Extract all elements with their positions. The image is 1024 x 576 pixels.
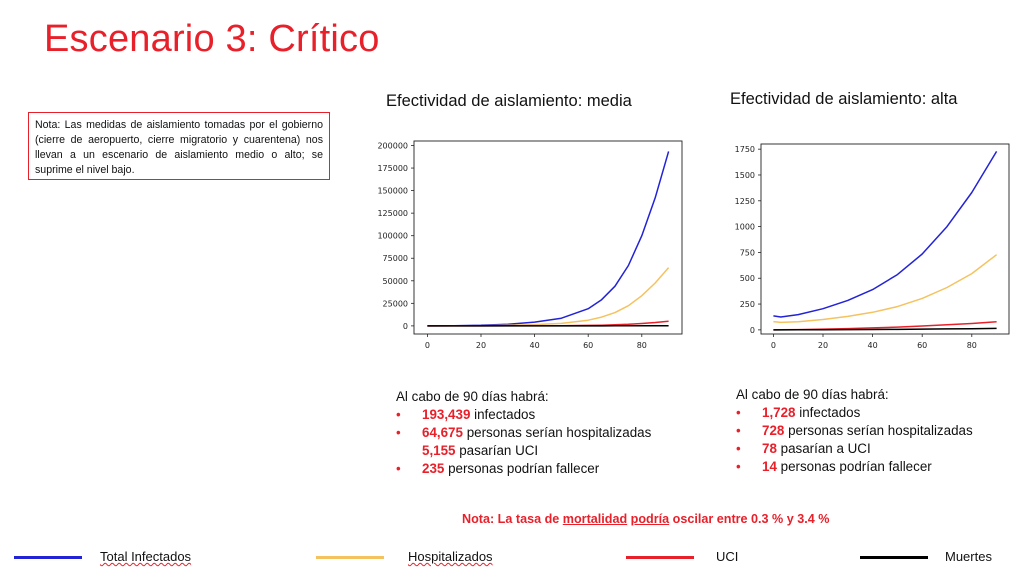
mortality-note-post: oscilar entre 0.3 % y 3.4 % (669, 512, 830, 526)
x-tick-label: 60 (583, 341, 594, 350)
summary-number: 235 (422, 461, 445, 476)
mortality-note-word: podría (630, 512, 670, 526)
legend-line-hospitalizados (316, 556, 384, 559)
x-tick-label: 0 (424, 341, 430, 350)
y-tick-label: 25000 (382, 299, 408, 309)
x-tick-label: 40 (529, 341, 540, 350)
summary-heading: Al cabo de 90 días habrá: (736, 387, 889, 402)
legend-label-infectados: Total Infectados (100, 549, 192, 564)
y-tick-label: 250 (739, 300, 755, 310)
x-tick-label: 0 (770, 341, 776, 350)
summary-list (396, 406, 651, 478)
summary-text: pasarían a UCI (776, 441, 871, 456)
summary-number: 193,439 (422, 407, 471, 422)
summary-media (396, 388, 651, 478)
x-tick-label: 40 (867, 341, 878, 350)
summary-text: personas podrían fallecer (444, 461, 600, 476)
y-tick-label: 50000 (382, 276, 408, 286)
summary-text: personas serían hospitalizadas (462, 425, 652, 440)
summary-item (736, 458, 973, 476)
x-tick-label: 20 (817, 341, 829, 350)
x-tick-label: 60 (917, 341, 928, 350)
chart-title-alta: Efectividad de aislamiento: alta (730, 90, 958, 108)
isolation-note: Nota: Las medidas de aislamiento tomadas por el gobierno (cierre de aeropuerto, cierre migratorio y cuarentena) nos llevan a un escenario de aislamiento medio o alto; se suprime el nivel bajo. (28, 112, 330, 180)
legend-line-muertes (860, 556, 928, 559)
x-tick-label: 80 (966, 341, 977, 350)
summary-item (736, 440, 973, 458)
y-tick-label: 750 (739, 248, 755, 258)
summary-text: personas serían hospitalizadas (784, 423, 973, 438)
legend-line-infectados (14, 556, 82, 559)
chart-alta (715, 138, 1015, 360)
mortality-note (462, 512, 829, 526)
summary-item (396, 460, 651, 478)
y-tick-label: 100000 (377, 231, 408, 241)
y-tick-label: 0 (749, 325, 755, 335)
summary-heading: Al cabo de 90 días habrá: (396, 389, 549, 404)
summary-list (736, 404, 973, 476)
y-tick-label: 1000 (734, 222, 755, 232)
y-tick-label: 1500 (734, 170, 755, 180)
summary-text: infectados (470, 407, 536, 422)
chart-title-media: Efectividad de aislamiento: media (386, 92, 632, 110)
summary-number: 728 (762, 423, 785, 438)
legend-label-muertes: Muertes (945, 549, 992, 564)
y-tick-label: 200000 (377, 141, 408, 151)
summary-number: 78 (762, 441, 777, 456)
summary-text: infectados (795, 405, 861, 420)
summary-alta (736, 386, 973, 476)
summary-text: personas podrían fallecer (776, 459, 932, 474)
summary-number: 1,728 (762, 405, 796, 420)
summary-item (736, 404, 973, 422)
x-tick-label: 80 (636, 341, 647, 350)
y-tick-label: 1250 (734, 196, 755, 206)
x-tick-label: 20 (475, 341, 487, 350)
legend-label-hospitalizados: Hospitalizados (408, 549, 493, 564)
chart-media (368, 135, 688, 360)
summary-number: 14 (762, 459, 777, 474)
summary-text: pasarían UCI (455, 443, 539, 458)
y-tick-label: 500 (739, 274, 755, 284)
y-tick-label: 175000 (377, 164, 408, 174)
legend-line-uci (626, 556, 694, 559)
slide-title: Escenario 3: Crítico (44, 18, 380, 60)
summary-number: 5,155 (422, 443, 456, 458)
summary-item (396, 406, 651, 424)
y-tick-label: 75000 (382, 254, 408, 264)
y-tick-label: 0 (402, 321, 408, 331)
summary-number: 64,675 (422, 425, 463, 440)
y-tick-label: 125000 (377, 209, 408, 219)
summary-item (396, 442, 651, 460)
mortality-note-pre: Nota: La tasa de (462, 512, 563, 526)
summary-item (396, 424, 651, 442)
y-tick-label: 150000 (377, 186, 408, 196)
legend-label-uci: UCI (716, 549, 739, 564)
plot-frame (761, 144, 1009, 334)
y-tick-label: 1750 (734, 145, 755, 155)
mortality-note-word: mortalidad (562, 512, 628, 526)
summary-item (736, 422, 973, 440)
